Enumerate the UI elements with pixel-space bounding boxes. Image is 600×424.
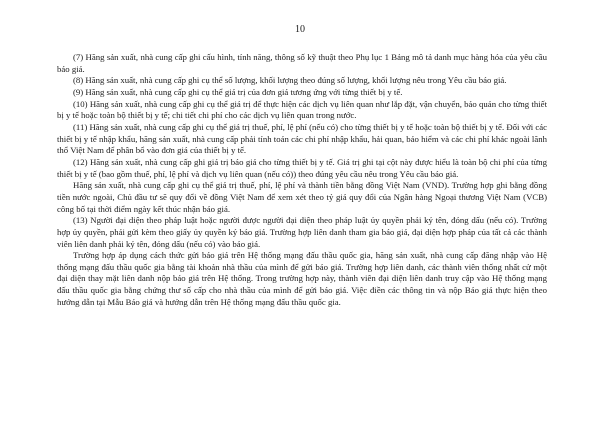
paragraph-9: (9) Hãng sản xuất, nhà cung cấp ghi cụ thể giá trị của đơn giá tương ứng với từng thiết bị y tế. bbox=[73, 86, 403, 97]
page-number: 10 bbox=[295, 24, 305, 35]
paragraph-7: (7) Hãng sản xuất, nhà cung cấp ghi cấu hình, tính năng, thông số kỹ thuật theo Phụ lục 1 Bảng mô tả danh mục hàng hóa của yêu cầu báo giá. bbox=[57, 52, 547, 74]
document-body bbox=[57, 52, 547, 308]
paragraph-8: (8) Hãng sản xuất, nhà cung cấp ghi cụ thể số lượng, khối lượng theo đúng số lượng, khối lượng nêu trong Yêu cầu báo giá. bbox=[73, 75, 507, 86]
paragraph-11: (11) Hãng sản xuất, nhà cung cấp ghi cụ thể giá trị thuế, phí, lệ phí (nếu có) cho từng thiết bị y tế hoặc toàn bộ thiết bị y tế. Đối với các thiết bị y tế nhập khẩu, hãng sản xuất, nhà cung cấp phải tính toán các chi phí nhập khẩu, hải quan, bảo hiểm và các chi phí khác ngoài lãnh thổ Việt Nam để phân bổ vào đơn giá của thiết bị y tế. bbox=[57, 121, 547, 156]
paragraph-10: (10) Hãng sản xuất, nhà cung cấp ghi cụ thể giá trị để thực hiện các dịch vụ liên quan như lắp đặt, vận chuyển, bảo quản cho từng thiết bị y tế hoặc toàn bộ thiết bị y tế; chi tiết chi phí cho các dịch vụ liên quan trong nước. bbox=[57, 98, 547, 121]
paragraph-12: (12) Hãng sản xuất, nhà cung cấp ghi giá trị báo giá cho từng thiết bị y tế. Giá trị ghi tại cột này được hiểu là toàn bộ chi phí của từng thiết bị y tế (bao gồm thuế, phí, lệ phí và dịch vụ liên quan (nếu có)) theo đúng yêu cầu nêu trong Yêu cầu báo giá. bbox=[57, 156, 547, 179]
paragraph-online-submission: Trường hợp áp dụng cách thức gửi báo giá trên Hệ thống mạng đấu thầu quốc gia, hãng sản xuất, nhà cung cấp đăng nhập vào Hệ thống mạng đấu thầu quốc gia bằng tài khoản nhà thầu của mình để gửi báo giá. Trường hợp liên danh, các thành viên thống nhất cử một đại diện thay mặt liên danh nộp báo giá trên Hệ thống. Trong trường hợp này, thành viên đại diện liên danh truy cập vào Hệ thống mạng đấu thầu quốc gia bằng chứng thư số cấp cho nhà thầu của mình để gửi báo giá. Việc điền các thông tin và nộp Báo giá thực hiện theo hướng dẫn tại Mẫu Báo giá và hướng dẫn trên Hệ thống mạng đấu thầu quốc gia. bbox=[57, 250, 547, 307]
paragraph-12-currency: Hãng sản xuất, nhà cung cấp ghi cụ thể giá trị thuế, phí, lệ phí và thành tiền bằng đồng Việt Nam (VND). Trường hợp ghi bằng đồng tiền nước ngoài, Chủ đầu tư sẽ quy đổi về đồng Việt Nam để xem xét theo tỷ giá quy đổi của Ngân hàng Ngoại thương Việt Nam (VCB) công bố tại thời điểm ngày kết thúc nhận báo giá. bbox=[57, 180, 547, 214]
paragraph-13: (13) Người đại diện theo pháp luật hoặc người được người đại diện theo pháp luật ủy quyền phải ký tên, đóng dấu (nếu có). Trường hợp ủy quyền, phải gửi kèm theo giấy ủy quyền ký báo giá. Trường hợp liên danh tham gia báo giá, đại diện hợp pháp của tất cả các thành viên liên danh phải ký tên, đóng dấu (nếu có) vào báo giá. bbox=[57, 215, 547, 249]
